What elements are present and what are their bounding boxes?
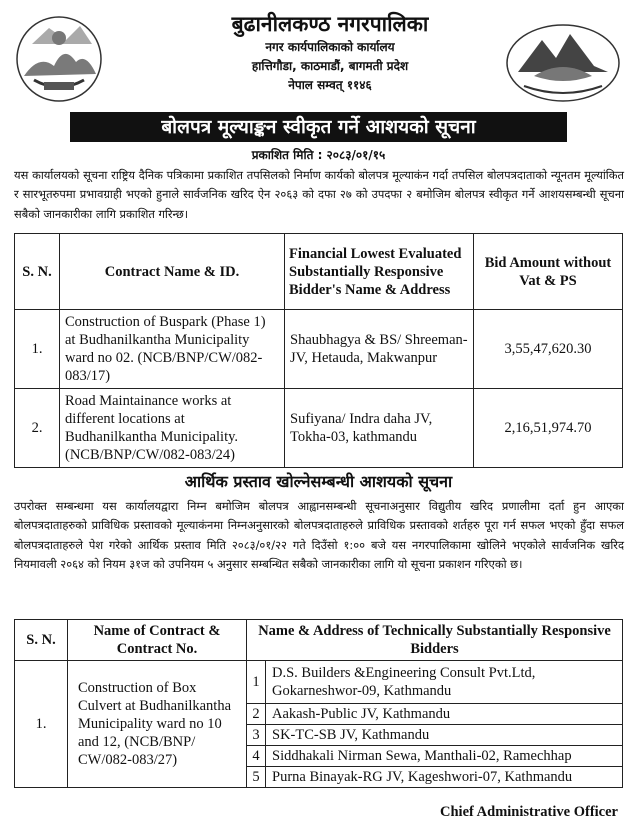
header-sn: S. N. xyxy=(15,234,60,310)
bidder-num: 1 xyxy=(247,661,266,704)
row-contract: Construction of Box Culvert at Budhanilkantha Municipality ward no 10 and 12, (NCB/BNP/ CW/082-083/27) xyxy=(68,661,247,788)
row-sn: 2. xyxy=(15,389,60,468)
office-name: नगर कार्यपालिकाको कार्यालय xyxy=(265,40,395,54)
bidder-num: 2 xyxy=(247,704,266,725)
bidder-name: SK-TC-SB JV, Kathmandu xyxy=(266,725,623,746)
signatory-title: Chief Administrative Officer xyxy=(440,804,618,820)
bidder-num: 4 xyxy=(247,746,266,767)
financial-proposal-body: उपरोक्त सम्बन्धमा यस कार्यालयद्वारा निम्न बमोजिम बोलपत्र आह्वानसम्बन्धी सूचनाअनुसार विद्युतीय खरिद प्रणालीमा दर्ता हुन आएका बोलपत्रदाताहरुको प्राविधिक प्रस्तावको मूल्याकंनमा निम्नअनुसारको बोलपत्रदाताहरुले प्राविधिक प्रस्तावको शर्तहरु पूरा गर्न सफल भएको हुँदा सफल बोलपत्रदाताहरुले पेश गरेको आर्थिक प्रस्ताव मिति २०८३/०१/२२ गते दिउँसो १:०० बजे यस नगरपालिकामा खोलिने भएकोले सार्वजनिक खरिद नियमावली २०६४ को नियम ३१ज को उपनियम ५ अनुसार सम्बन्धित सबैको जानकारीका लागि यो सूचना प्रकाशन गरिएको छ। xyxy=(14,499,624,571)
header-bidder: Financial Lowest Evaluated Substantially Responsive Bidder's Name & Address xyxy=(285,234,474,310)
table-row xyxy=(15,389,623,468)
row-amount: 2,16,51,974.70 xyxy=(474,389,623,468)
nepal-emblem-logo xyxy=(14,14,104,104)
financial-proposal-heading: आर्थिक प्रस्ताव खोल्नेसम्बन्धी आशयको सूचना xyxy=(184,472,453,491)
header-amount: Bid Amount without Vat & PS xyxy=(474,234,623,310)
bidder-name: Purna Binayak-RG JV, Kageshwori-07, Kathmandu xyxy=(266,767,623,788)
bidder-name: Aakash-Public JV, Kathmandu xyxy=(266,704,623,725)
row-contract: Construction of Buspark (Phase 1) at Budhanilkantha Municipality ward no 02. (NCB/BNP/CW/082-083/17) xyxy=(60,310,285,389)
header-contract: Contract Name & ID. xyxy=(60,234,285,310)
table-header-row xyxy=(15,620,623,661)
bidder-name: D.S. Builders &Engineering Consult Pvt.Ltd, Gokarneshwor-09, Kathmandu xyxy=(266,661,623,704)
row-sn: 1. xyxy=(15,661,68,788)
table-row xyxy=(15,661,623,704)
evaluation-table xyxy=(14,233,623,468)
row-contract: Road Maintainance works at different locations at Budhanilkantha Municipality. (NCB/BNP/CW/082-083/24) xyxy=(60,389,285,468)
row-amount: 3,55,47,620.30 xyxy=(474,310,623,389)
published-date: प्रकाशित मिति : २०८३/०१/१५ xyxy=(251,148,386,162)
header-sn: S. N. xyxy=(15,620,68,661)
bidder-name: Siddhakali Nirman Sewa, Manthali-02, Ramechhap xyxy=(266,746,623,767)
row-bidder: Sufiyana/ Indra daha JV, Tokha-03, kathmandu xyxy=(285,389,474,468)
office-address: हात्तिगौडा, काठमाडौं, बागमती प्रदेश xyxy=(251,59,409,73)
technical-bidders-table xyxy=(14,619,623,788)
bidder-num: 5 xyxy=(247,767,266,788)
header-bidders: Name & Address of Technically Substantially Responsive Bidders xyxy=(247,620,623,661)
municipality-logo xyxy=(504,22,622,104)
table-header-row xyxy=(15,234,623,310)
notice-body: यस कार्यालयको सूचना राष्ट्रिय दैनिक पत्रिकामा प्रकाशित तपसिलको निर्माण कार्यको बोलपत्र मूल्याकंन गर्दा तपसिल बोलपत्रदाताको न्यूनतम मूल्यांकित र सारभूतरुपमा प्रभावग्राही भएको हुनाले सार्वजनिक खरिद ऐन २०६३ को दफा २७ को उपदफा २ बमोजिम बोलपत्र स्वीकृत गर्ने आशयसम्बन्धी सूचना सबैको जानकारीका लागि प्रकाशित गरिन्छ। xyxy=(14,168,624,221)
row-sn: 1. xyxy=(15,310,60,389)
header xyxy=(0,0,637,112)
bidder-num: 3 xyxy=(247,725,266,746)
header-contract: Name of Contract & Contract No. xyxy=(68,620,247,661)
notice-title-banner: बोलपत्र मूल्याङ्कन स्वीकृत गर्ने आशयको सूचना xyxy=(70,112,567,142)
row-bidder: Shaubhagya & BS/ Shreeman-JV, Hetauda, Makwanpur xyxy=(285,310,474,389)
nepal-samvat: नेपाल सम्वत् ११४६ xyxy=(288,78,372,92)
org-name: बुढानीलकण्ठ नगरपालिका xyxy=(231,12,429,36)
table-row xyxy=(15,310,623,389)
